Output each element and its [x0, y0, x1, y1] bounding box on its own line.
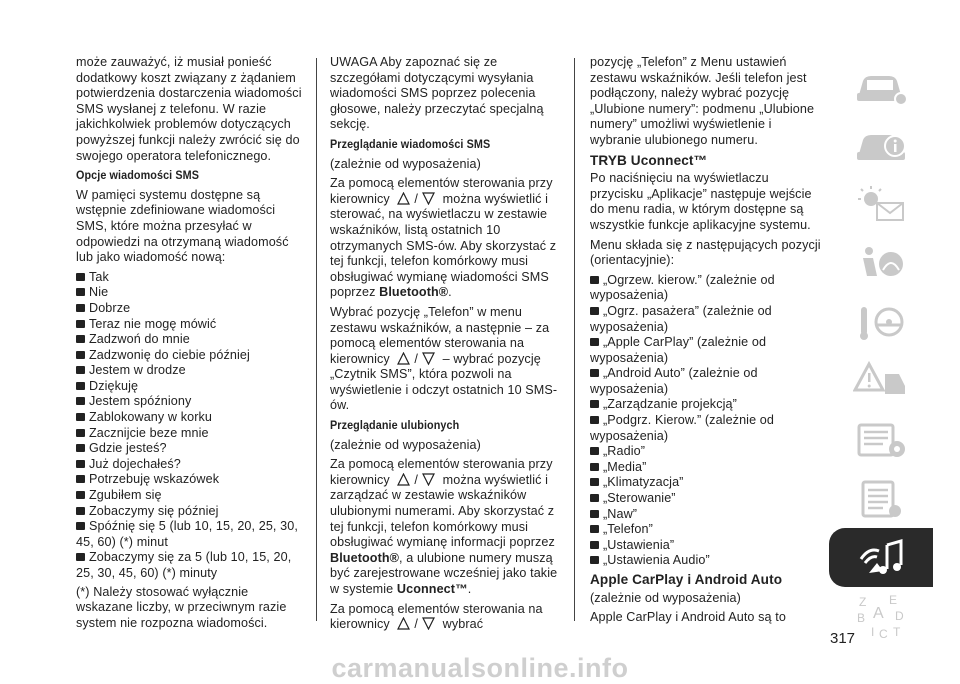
bullet-icon [76, 491, 85, 499]
col2-p1: Za pomocą elementów sterowania przy kierownicy / można wyświetlić i sterować, na wyświetlaczu w zestawie wskaźników, listą ostatnich 10 otrzymanych SMS-ów. Aby skorzystać z tej funkcji, telefon komórkowy musi obsługiwać wymianę wiadomości SMS poprzez Bluetooth®. [330, 176, 557, 300]
col3-p4: Apple CarPlay i Android Auto są to [590, 610, 786, 625]
bullet-icon [76, 335, 85, 343]
list-item [76, 317, 302, 333]
list-item-text: Zobaczymy się za 5 (lub 10, 15, 20, 25, 30, 45, 60) (*) minuty [76, 550, 292, 580]
slash: / [414, 472, 419, 487]
col2-h2-sub: (zależnie od wyposażenia) [330, 437, 481, 452]
tab-multimedia[interactable] [829, 528, 933, 587]
list-item-text: Nie [89, 285, 109, 300]
col2-p3-c: , a ulubione numery muszą być zarejestrowane wcześniej jako takie w systemie [330, 550, 558, 596]
bullet-icon [76, 397, 85, 405]
carplay-heading: Apple CarPlay i Android Auto [590, 572, 783, 587]
sms-browse-heading: Przeglądanie wiadomości SMS [330, 136, 491, 151]
list-item-text: Zablokowany w korku [89, 410, 212, 425]
col2-p4 [330, 602, 562, 633]
list-item [76, 363, 302, 379]
index-letter: B [857, 610, 866, 625]
bullet-icon [590, 556, 599, 564]
uconnect-term: Uconnect™ [396, 582, 468, 596]
col3-p3: Menu składa się z następujących pozycji (orientacyjnie): [590, 237, 821, 268]
tab-car-dashboard[interactable] [829, 56, 933, 115]
bullet-icon [76, 304, 85, 312]
list-item-text: „Klimatyzacja” [603, 475, 684, 490]
maintenance-icon [853, 419, 909, 461]
index-letter: I [871, 624, 875, 639]
watermark: carmanualsonline.info [331, 653, 629, 683]
list-item [590, 475, 822, 491]
tab-technical-data[interactable] [829, 469, 933, 528]
list-item-text: Teraz nie mogę mówić [89, 316, 217, 331]
col3-p1: pozycję „Telefon” z Menu ustawień zestawu wskaźników. Jeśli telefon jest podłączony, należy wybrać pozycję „Ulubione numery”: podmenu „Ulubione numery” umożliwi wyświetlenie i wybranie ulubionego numeru. [590, 55, 815, 147]
bullet-icon [76, 351, 85, 359]
list-item-text: Już dojechałeś? [89, 456, 181, 471]
slash: / [414, 617, 419, 632]
column-3 [590, 55, 822, 630]
list-item [76, 426, 302, 442]
col2-p3-a: Za pomocą elementów sterowania przy kierownicy [330, 457, 553, 487]
bullet-icon [590, 369, 599, 377]
col1-para: W pamięci systemu dostępne są wstępnie zdefiniowane wiadomości SMS, które można przesyłać w odpowiedzi na otrzymaną wiadomość lub jako wiadomość nową: [76, 187, 289, 265]
list-item [590, 335, 822, 366]
list-item-text: Zadzwonię do ciebie później [89, 347, 250, 362]
bullet-icon [76, 507, 85, 515]
index-letter: A [873, 604, 884, 622]
list-item-text: „Telefon” [603, 522, 653, 537]
list-item [590, 413, 822, 444]
bullet-icon [76, 413, 85, 421]
col2-p1-a: Za pomocą elementów sterowania przy kierownicy [330, 176, 553, 206]
bullet-icon [590, 463, 599, 471]
page-number: 317 [830, 630, 856, 647]
warning-lights-icon [853, 183, 909, 225]
list-item [76, 472, 302, 488]
column-1 [76, 55, 302, 635]
list-item-text: „Radio” [603, 444, 645, 459]
bullet-icon [76, 429, 85, 437]
list-item-text: Zgubiłem się [89, 488, 162, 503]
list-item-text: „Ustawienia Audio” [603, 553, 710, 568]
list-item [590, 366, 822, 397]
list-item-text: Zobaczymy się później [89, 503, 219, 518]
col2-p3-b: można wyświetlić i zarządzać w zestawie wskaźników ulubionymi numerami. Aby skorzystać z tej funkcji, telefon komórkowy musi obsługiwać wymianę informacji poprzez [330, 472, 555, 550]
list-item [590, 522, 822, 538]
list-item [590, 273, 822, 304]
bullet-icon [590, 447, 599, 455]
emergency-icon [853, 360, 909, 402]
index-letter: E [889, 592, 898, 607]
list-item-text: Jestem w drodze [89, 363, 186, 378]
bullet-icon [76, 475, 85, 483]
bullet-icon [76, 553, 85, 561]
arrow-down-icon [422, 192, 435, 205]
col2-p2-b: – wybrać pozycję „Czytnik SMS”, która pozwoli na wyświetlenie i odczyt ostatnich 10 SMS-ów. [330, 351, 558, 413]
column-2 [330, 55, 562, 637]
tab-emergency[interactable] [829, 351, 933, 410]
index-letter: C [879, 626, 888, 641]
bluetooth-term: Bluetooth® [330, 550, 400, 565]
bullet-icon [590, 338, 599, 346]
list-item [590, 538, 822, 554]
col2-p3: Za pomocą elementów sterowania przy kierownicy / można wyświetlić i zarządzać w zestawie wskaźników ulubionymi numerami. Aby skorzystać z tej funkcji, telefon komórkowy musi obsługiwać wymianę informacji poprzez Bluetooth®, a ulubione numery muszą być zarejestrowane wcześniej jako takie w systemie Uconnect™. [330, 457, 558, 596]
col2-p1-b: można wyświetlić i sterować, na wyświetlaczu w zestawie wskaźników, listą ostatnich 10 otrzymanych SMS-ów. Aby skorzystać z tej funkcji, telefon komórkowy musi obsługiwać wymianę wiadomości SMS poprzez [330, 191, 557, 300]
index-letter: Z [859, 594, 867, 609]
col2-h1-sub: (zależnie od wyposażenia) [330, 156, 481, 171]
list-item [76, 519, 302, 550]
bullet-icon [76, 382, 85, 390]
list-item [76, 332, 302, 348]
list-item-text: Spóźnię się 5 (lub 10, 15, 20, 25, 30, 45, 60) (*) minut [76, 519, 298, 549]
list-item [76, 348, 302, 364]
tab-maintenance[interactable] [829, 410, 933, 469]
arrow-down-icon [422, 473, 435, 486]
starting-driving-icon [853, 301, 909, 343]
list-item [590, 304, 822, 335]
list-item [76, 504, 302, 520]
bullet-icon [76, 444, 85, 452]
bullet-icon [590, 525, 599, 533]
bullet-icon [590, 416, 599, 424]
arrow-down-icon [422, 352, 435, 365]
list-item [76, 410, 302, 426]
list-item-text: Potrzebuję wskazówek [89, 472, 220, 487]
bullet-icon [76, 366, 85, 374]
list-item-text: „Sterowanie” [603, 491, 676, 506]
apps-menu-list [590, 273, 822, 569]
list-item-text: Zadzwoń do mnie [89, 332, 190, 347]
list-item-text: Zacznijcie beze mnie [89, 425, 209, 440]
column-divider-2 [574, 58, 575, 621]
list-item [590, 553, 822, 569]
multimedia-icon [853, 537, 909, 579]
tab-starting-driving[interactable] [829, 292, 933, 351]
list-item-text: „Zarządzanie projekcją” [603, 397, 737, 412]
technical-data-icon [853, 478, 909, 520]
list-item [76, 550, 302, 581]
list-item [76, 441, 302, 457]
list-item [590, 507, 822, 523]
uconnect-mode-heading: TRYB Uconnect™ [590, 152, 708, 168]
bullet-icon [590, 494, 599, 502]
list-item-text: „Apple CarPlay” (zależnie od wyposażenia) [590, 335, 767, 365]
slash: / [414, 351, 419, 366]
bullet-icon [590, 307, 599, 315]
chapter-sidebar [829, 56, 933, 646]
list-item [590, 491, 822, 507]
bullet-icon [76, 522, 85, 530]
list-item [76, 457, 302, 473]
arrow-up-icon [397, 192, 410, 205]
bullet-icon [590, 478, 599, 486]
safety-icon [853, 242, 909, 284]
list-item-text: Jestem spóźniony [89, 394, 192, 409]
list-item-text: „Media” [603, 459, 647, 474]
favorites-heading: Przeglądanie ulubionych [330, 418, 460, 433]
list-item-text: Dziękuję [89, 378, 139, 393]
list-item [76, 285, 302, 301]
bullet-icon [590, 510, 599, 518]
list-item-text: „Podgrz. Kierow.” (zależnie od wyposażenia) [590, 413, 774, 443]
slash: / [414, 191, 419, 206]
list-item-text: Tak [89, 269, 109, 284]
info-icon [853, 124, 909, 166]
bullet-icon [76, 273, 85, 281]
bluetooth-term: Bluetooth® [379, 285, 449, 300]
arrow-up-icon [397, 473, 410, 486]
list-item [590, 444, 822, 460]
list-item-text: „Ogrz. pasażera” (zależnie od wyposażenia) [590, 303, 772, 334]
list-item-text: „Naw” [603, 506, 638, 521]
arrow-down-icon [422, 617, 435, 630]
list-item-text: „Android Auto” (zależnie od wyposażenia) [590, 366, 758, 396]
bullet-icon [590, 400, 599, 408]
col3-p2: Po naciśnięciu na wyświetlaczu przycisku „Aplikacje” następuje wejście do menu radia, w którym dostępne są wszystkie funkcje aplikacyjne systemu. [590, 171, 812, 232]
arrow-up-icon [397, 617, 410, 630]
list-item-text: „Ustawienia” [603, 537, 675, 552]
list-item-text: Gdzie jesteś? [89, 441, 167, 456]
sms-template-list [76, 270, 302, 582]
col1-intro: może zauważyć, iż musiał ponieść dodatkowy koszt związany z żądaniem potwierdzenia dostarczenia wiadomości SMS wysłanej z telefonu. W razie jakichkolwiek problemów dotyczących powyższej funkcji należy zwrócić się do swojego operatora telefonicznego. [76, 55, 302, 163]
arrow-up-icon [397, 352, 410, 365]
list-item [590, 460, 822, 476]
col1-note: (*) Należy stosować wyłącznie wskazane liczby, w przeciwnym razie system nie rozpozna wiadomości. [76, 584, 287, 630]
tab-warning-lights[interactable] [829, 174, 933, 233]
bullet-icon [76, 288, 85, 296]
tab-safety[interactable] [829, 233, 933, 292]
list-item [76, 270, 302, 286]
col3-h2-sub: (zależnie od wyposażenia) [590, 590, 741, 605]
bullet-icon [76, 320, 85, 328]
list-item-text: Dobrze [89, 300, 131, 315]
col2-p4-a: Za pomocą elementów sterowania na kierownicy [330, 601, 543, 632]
list-item [76, 301, 302, 317]
col2-p2-a: Wybrać pozycję „Telefon” w menu zestawu wskaźników, a następnie – za pomocą elementów sterowania na kierownicy [330, 304, 550, 366]
col2-p2 [330, 305, 562, 414]
bullet-icon [590, 276, 599, 284]
index-icon [853, 592, 909, 642]
list-item [590, 397, 822, 413]
bullet-icon [76, 460, 85, 468]
sms-options-heading: Opcje wiadomości SMS [76, 168, 200, 183]
index-letter: D [895, 608, 904, 623]
list-item [76, 379, 302, 395]
car-dashboard-icon [853, 65, 909, 107]
col2-warning: UWAGA Aby zapoznać się ze szczegółami dotyczącymi wysyłania wiadomości SMS poprzez polecenia głosowe, należy przeczytać specjalną sekcję. [330, 55, 544, 132]
tab-info[interactable] [829, 115, 933, 174]
bullet-icon [590, 541, 599, 549]
list-item [76, 394, 302, 410]
index-letter: T [893, 624, 901, 639]
col2-p4-b: wybrać [442, 617, 484, 632]
list-item [76, 488, 302, 504]
column-divider-1 [316, 58, 317, 621]
list-item-text: „Ogrzew. kierow.” (zależnie od wyposażenia) [590, 272, 775, 303]
